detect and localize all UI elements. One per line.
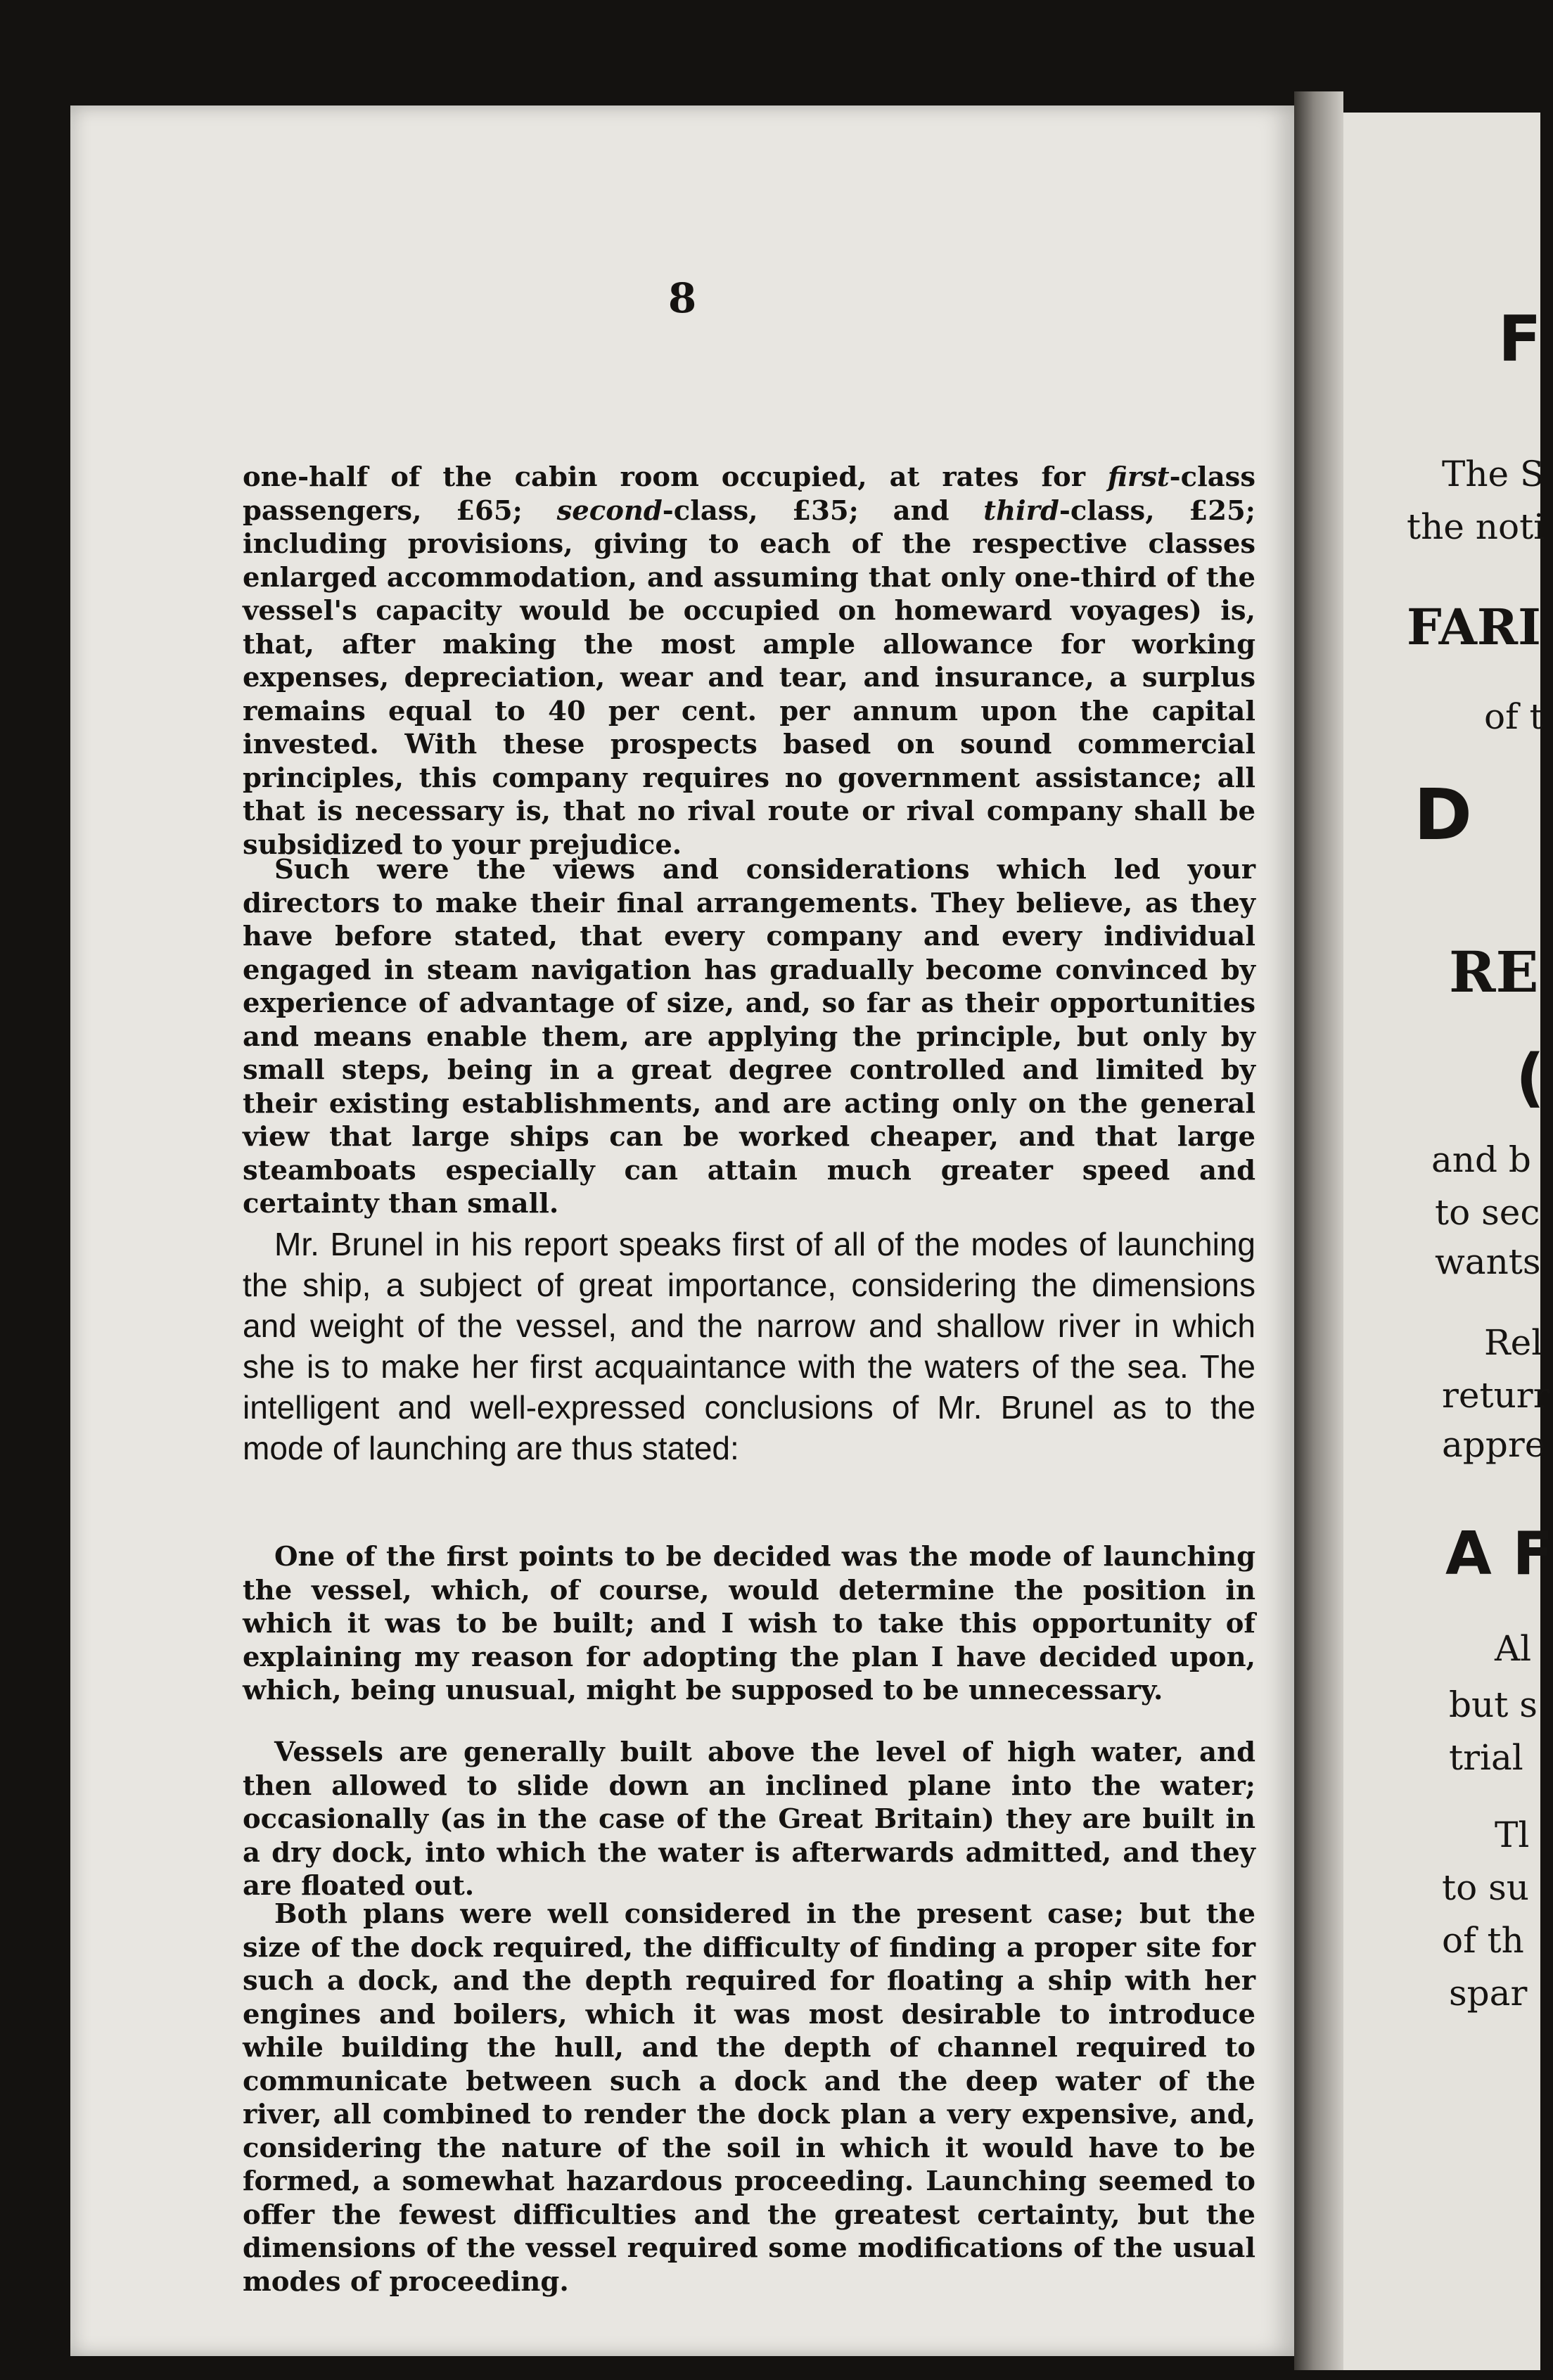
- right-line-21: of th: [1442, 1920, 1524, 1961]
- text-run: Vessels are generally built above the level of high water, and then allowed to slide down an inclined plane into the water; occasionally (as in the case of the Great Britain) they are built in a dry dock, into which the water is afterwards admitted, and they are floated out.: [243, 1736, 1255, 1902]
- right-line-22: spar: [1449, 1973, 1528, 2014]
- right-line-20: to su: [1442, 1867, 1529, 1908]
- text-run: -class passengers, £65;: [243, 461, 1255, 527]
- right-line-6: D: [1414, 774, 1473, 856]
- right-line-19: Tl: [1495, 1815, 1530, 1855]
- text-run: -class, £25; including provisions, giving to each of the respective classes enlarged accommodation, and assuming that only one-third of the vessel's capacity would be occupied on homeward voyages) is, that, after making the most ample allowance for working expenses, depreciation, wear and tear, and insurance, a surplus remains equal to 40 per cent. per annum upon the capital invested. With these prospects based on sound commercial principles, this company requires no government assistance; all that is necessary is, that no rival route or rival company shall be subsidized to your prejudice.: [243, 494, 1255, 861]
- text-run: Both plans were well considered in the present case; but the size of the dock required, the difficulty of finding a proper site for such a dock, and the depth required for floating a ship with her engines and boilers, which it was most desirable to introduce while building the hull, and the depth of channel required to communicate between such a dock and the deep water of the river, all combined to render the dock plan a very expensive, and, considering the nature of the soil in which it would have to be formed, a somewhat hazardous proceeding. Launching seemed to offer the fewest difficulties and the greatest certainty, but the dimensions of the vessel required some modifications of the usual modes of proceeding.: [243, 1898, 1255, 2298]
- italic-run: second: [556, 494, 663, 527]
- italic-run: third: [983, 494, 1059, 527]
- right-line-12: Rel: [1484, 1322, 1543, 1363]
- paragraph-quote-vessels: [243, 1736, 1255, 1903]
- text-run: Such were the views and considerations which led your directors to make their final arrangements. They believe, as they have before stated, that every company and every individual engaged in steam navigation has gradually become convinced by experience of advantage of size, and, so far as their opportunities and means enable them, are applying the principle, but only by small steps, being in a great degree controlled and limited by their existing establishments, and are acting only on the general view that large ships can be worked cheaper, and that large steamboats especially can attain much greater speed and certainty than small.: [243, 854, 1255, 1220]
- right-line-14: appre: [1442, 1424, 1546, 1465]
- right-line-2: The S: [1442, 454, 1545, 494]
- right-line-1: F: [1498, 302, 1542, 376]
- text-run: -class, £35; and: [662, 494, 984, 527]
- right-line-9: and b: [1431, 1139, 1531, 1180]
- left-page: [70, 105, 1294, 2356]
- right-line-4: FARI: [1407, 598, 1541, 656]
- right-line-7: RE: [1449, 939, 1539, 1005]
- paragraph-cabin-rates: [243, 461, 1255, 862]
- paragraph-directors-views: [243, 853, 1255, 1221]
- paragraph-quote-launching: [243, 1540, 1255, 1708]
- italic-run: first: [1107, 461, 1170, 493]
- text-run: One of the first points to be decided was the mode of launching the vessel, which, of course, would determine the position in which it was to be built; and I wish to take this opportunity of explaining my reason for adopting the plan I have decided upon, which, being unusual, might be supposed to be unnecessary.: [243, 1541, 1255, 1706]
- right-line-18: trial: [1449, 1737, 1523, 1778]
- paragraph-quote-both-plans: [243, 1898, 1255, 2298]
- right-line-16: Al: [1495, 1628, 1532, 1669]
- text-run: one-half of the cabin room occupied, at rates for: [243, 461, 1108, 493]
- right-line-13: returr: [1442, 1375, 1550, 1416]
- text-run: Mr. Brunel in his report speaks first of all of the modes of launching the ship, a subject of great importance, considering the dimensions and weight of the vessel, and the narrow and shallow river in which she is to make her first acquaintance with the waters of the sea. The intelligent and well-expressed conclusions of Mr. Brunel as to the mode of launching are thus stated:: [243, 1226, 1255, 1466]
- book-gutter: [1294, 91, 1343, 2370]
- page-number: 8: [667, 274, 697, 322]
- right-line-5: of t: [1484, 696, 1544, 737]
- paragraph-brunel-report: [243, 1224, 1255, 1469]
- right-line-17: but s: [1449, 1684, 1538, 1725]
- right-line-3: the noti: [1407, 506, 1545, 547]
- right-line-10: to sec: [1435, 1192, 1540, 1233]
- right-page-fragment: [1343, 113, 1553, 2370]
- right-line-15: A F: [1445, 1519, 1553, 1589]
- right-line-8: (: [1516, 1041, 1545, 1115]
- right-line-11: wants: [1435, 1241, 1541, 1282]
